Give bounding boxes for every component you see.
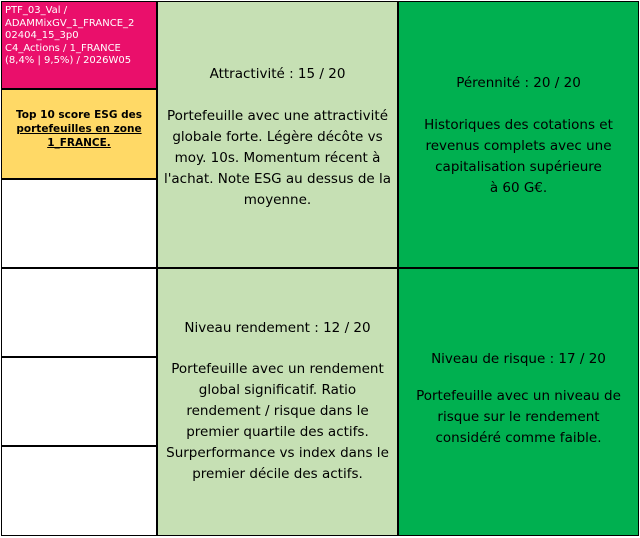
- description-line: considéré comme faible.: [435, 430, 602, 446]
- description-line: globale forte. Légère décôte vs: [172, 129, 383, 145]
- portfolio-header-line: (8,4% | 9,5%) / 2026W05: [5, 55, 132, 67]
- description-line: à 60 G€.: [489, 180, 548, 196]
- perennite-title: Pérennité : 20 / 20: [456, 75, 581, 91]
- empty-cell: [1, 446, 157, 536]
- top10-line: portefeuilles en zone: [16, 123, 142, 135]
- attractivite-description: [160, 106, 395, 211]
- attractivite-title: Attractivité : 15 / 20: [209, 66, 346, 82]
- perennite-cell: [398, 1, 639, 268]
- description-line: Historiques des cotations et: [424, 117, 613, 133]
- risque-title: Niveau de risque : 17 / 20: [431, 351, 606, 367]
- portfolio-header-cell: [1, 1, 157, 89]
- top10-line: Top 10 score ESG des: [16, 109, 142, 121]
- rendement-description: [160, 359, 395, 485]
- description-line: Portefeuille avec un niveau de: [416, 388, 621, 404]
- perennite-description: [401, 115, 636, 199]
- description-line: l'achat. Note ESG au dessus de la: [163, 171, 392, 187]
- description-line: global significatif. Ratio: [198, 382, 357, 398]
- description-line: premier décile des actifs.: [192, 466, 363, 482]
- empty-cell: [1, 179, 157, 268]
- description-line: Surperformance vs index dans le: [166, 445, 389, 461]
- description-line: moy. 10s. Momentum récent à: [174, 150, 381, 166]
- description-line: Portefeuille avec un rendement: [171, 361, 384, 377]
- portfolio-header-line: C4_Actions / 1_FRANCE: [5, 42, 121, 54]
- top10-esg-cell: [1, 89, 157, 179]
- description-line: capitalisation supérieure: [435, 159, 602, 175]
- description-line: risque sur le rendement: [437, 409, 600, 425]
- risque-cell: [398, 268, 639, 536]
- portfolio-header-line: 02404_15_3p0: [5, 30, 79, 42]
- rendement-cell: [157, 268, 398, 536]
- description-line: Portefeuille avec une attractivité: [166, 108, 388, 124]
- portfolio-header-line: PTF_03_Val /: [5, 5, 68, 16]
- description-line: revenus complets avec une: [425, 138, 612, 154]
- empty-cell: [1, 357, 157, 446]
- description-line: premier quartile des actifs.: [186, 424, 369, 440]
- attractivite-cell: [157, 1, 398, 268]
- description-line: moyenne.: [243, 192, 312, 208]
- risque-description: [401, 386, 636, 449]
- portfolio-header-line: ADAMMixGV_1_FRANCE_2: [5, 17, 135, 29]
- top10-line: 1_FRANCE.: [47, 137, 111, 149]
- description-line: rendement / risque dans le: [186, 403, 369, 419]
- rendement-title: Niveau rendement : 12 / 20: [184, 320, 371, 336]
- empty-cell: [1, 268, 157, 357]
